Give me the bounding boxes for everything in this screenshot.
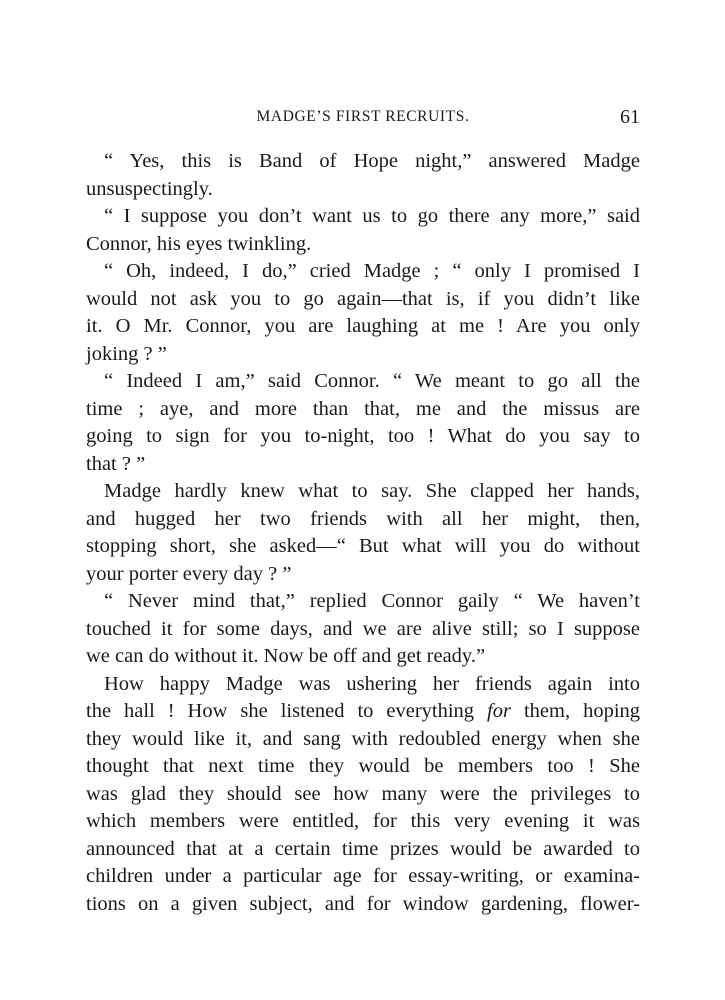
text-line: stopping short, she asked—“ But what will you do without [86,535,640,557]
text-line: time ; aye, and more than that, me and the missus are [86,397,640,420]
text-line: “ Oh, indeed, I do,” cried Madge ; “ only I promised I [104,260,640,282]
text-line [86,698,640,726]
text-line: “ Yes, this is Band of Hope night,” answered Madge [104,150,640,172]
text-segment: the hall ! How she listened to everything [86,700,488,722]
text-line: joking ? ” [86,342,167,365]
text-line: “ I suppose you don’t want us to go there any more,” said [104,205,640,227]
text-line: “ Never mind that,” replied Connor gaily “ We haven’t [104,590,640,612]
text-line: we can do without it. Now be off and get ready.” [86,645,486,667]
text-line: would not ask you to go again—that is, if you didn’t like [86,287,640,310]
text-line: tions on a given subject, and for window gardening, flower- [86,892,640,915]
body-text [86,148,640,918]
text-line: it. O Mr. Connor, you are laughing at me ! Are you only [86,315,640,337]
text-line: thought that next time they would be members too ! She [86,755,640,777]
text-line: which members were entitled, for this very evening it was [86,810,640,832]
text-line: and hugged her two friends with all her might, then, [86,507,640,530]
text-line: that ? ” [86,452,146,475]
text-line: “ Indeed I am,” said Connor. “ We meant to go all the [104,370,640,392]
text-line: children under a particular age for essay-writing, or examina- [86,865,640,887]
text-line: Madge hardly knew what to say. She clapped her hands, [104,480,640,502]
running-title: MADGE’S FIRST RECRUITS. [256,108,470,125]
text-line: Connor, his eyes twinkling. [86,232,312,255]
text-line: announced that at a certain time prizes would be awarded to [86,837,640,860]
text-line: How happy Madge was ushering her friends again into [104,672,640,695]
text-line: was glad they should see how many were the privileges to [86,782,640,805]
text-line: unsuspectingly. [86,177,213,200]
text-line: your porter every day ? ” [86,562,292,585]
italic-word: for [487,700,511,722]
text-segment: them, hoping [510,700,641,722]
running-head [86,104,640,130]
text-line: they would like it, and sang with redoubled energy when she [86,727,640,750]
text-line: going to sign for you to-night, too ! What do you say to [86,425,640,447]
text-line: touched it for some days, and we are alive still; so I suppose [86,617,640,640]
page-number: 61 [620,106,640,128]
